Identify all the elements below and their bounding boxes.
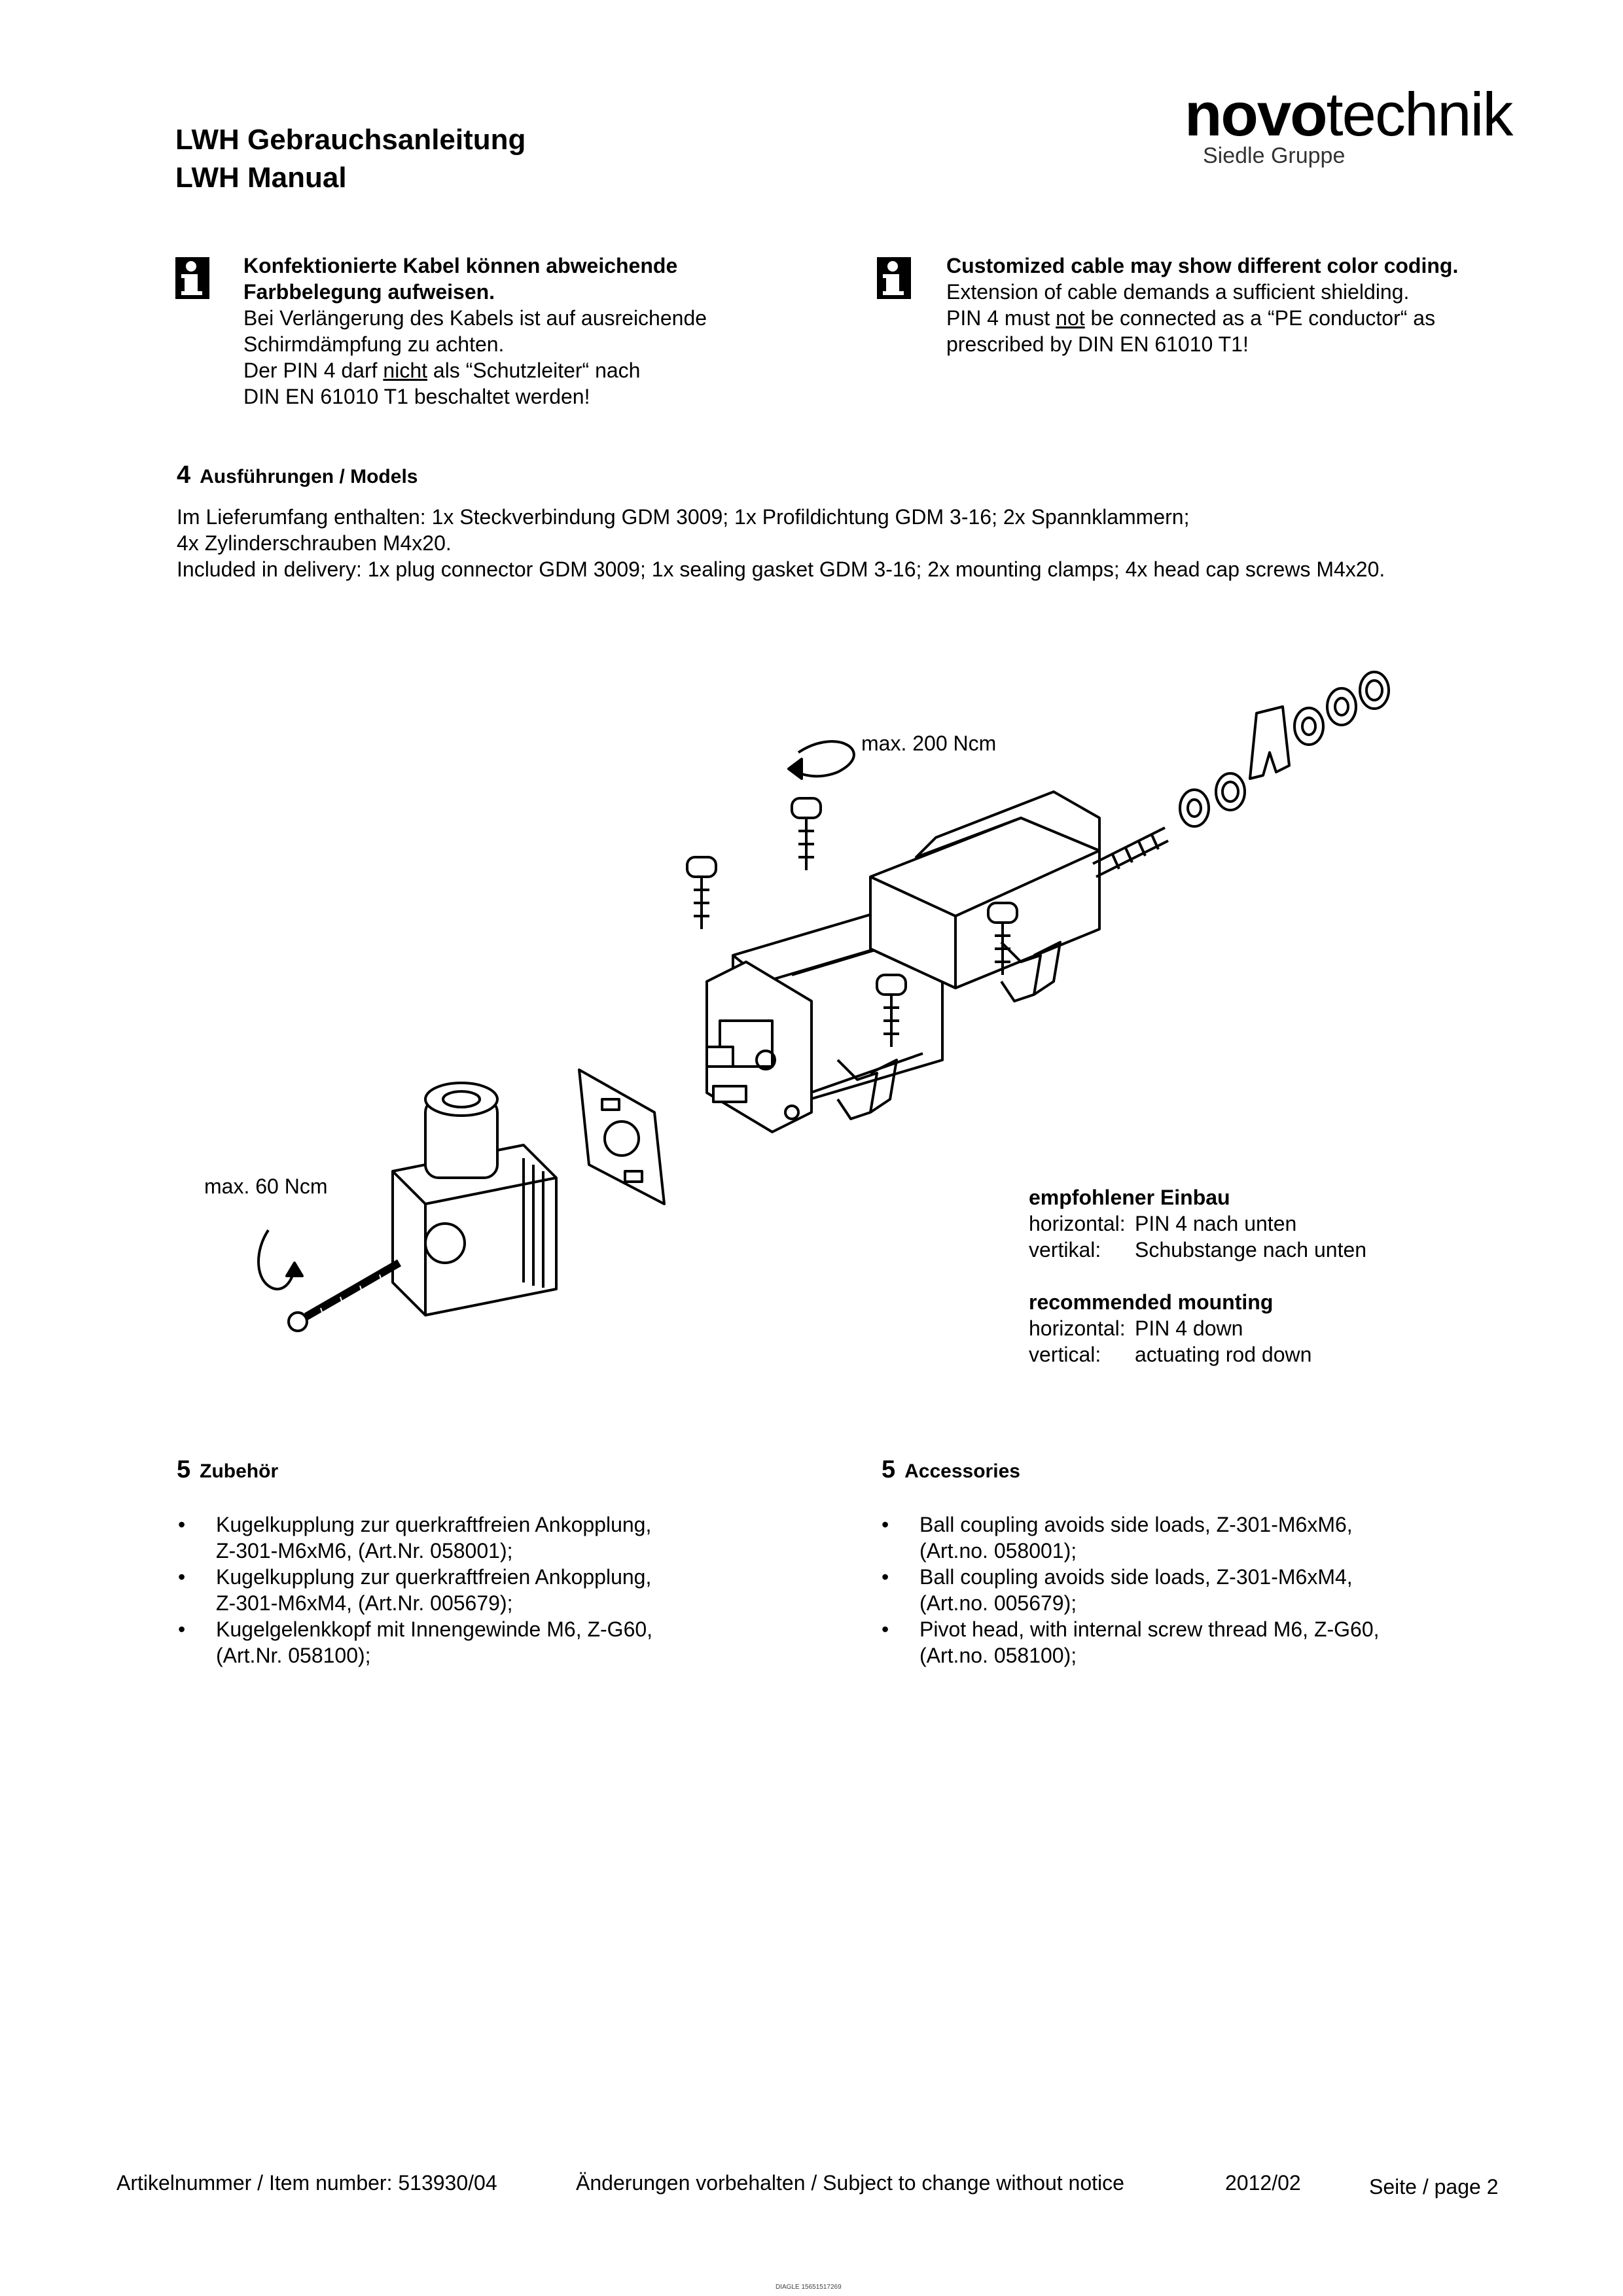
nuts-and-washers (1180, 672, 1389, 826)
connector-screw (289, 1263, 399, 1331)
plug-connector (393, 1083, 556, 1315)
page-title (175, 121, 526, 197)
torque-arrow-top (789, 741, 854, 779)
section-5-heading-de: 5 Zubehör (177, 1456, 279, 1483)
title-en: LWH Manual (175, 162, 347, 194)
accessories-list-en (882, 1511, 1536, 1669)
list-item: • Ball coupling avoids side loads, Z-301-M6xM6, (Art.no. 058001); (882, 1511, 1536, 1564)
info-icon (877, 257, 911, 299)
torque-label-top: max. 200 Ncm (861, 732, 997, 755)
list-item: • Kugelkupplung zur querkraftfreien Ankopplung, Z-301-M6xM4, (Art.Nr. 005679); (178, 1564, 767, 1616)
section-4-heading: 4 Ausführungen / Models (177, 461, 418, 489)
list-item: • Ball coupling avoids side loads, Z-301-M6xM4, (Art.no. 005679); (882, 1564, 1536, 1616)
list-item: • Kugelgelenkkopf mit Innengewinde M6, Z-G60, (Art.Nr. 058100); (178, 1616, 767, 1669)
list-item: • Kugelkupplung zur querkraftfreien Ankopplung, Z-301-M6xM6, (Art.Nr. 058001); (178, 1511, 767, 1564)
cable-note-de: Konfektionierte Kabel können abweichende Farbbelegung aufweisen. Bei Verlängerung des Kabels ist auf ausreichende Schirmdämpfung zu achten. Der PIN 4 darf nicht als “Schutzleiter“ nach DIN EN 61010 T1 beschaltet werden! (243, 254, 707, 408)
title-de: LWH Gebrauchsanleitung (175, 124, 526, 156)
mounting-recommendation: empfohlener Einbau horizontal: PIN 4 nach unten vertikal: Schubstange nach unten recommended mounting horizontal: PIN 4 down vertical: actuating rod down (1029, 1186, 1367, 1366)
info-icon (175, 257, 209, 299)
footer-notice: Änderungen vorbehalten / Subject to change without notice (576, 2171, 1124, 2195)
footer-date: 2012/02 (1225, 2171, 1301, 2195)
sealing-gasket (579, 1070, 664, 1204)
torque-label-left: max. 60 Ncm (204, 1174, 328, 1198)
section-5-heading-en: 5 Accessories (882, 1456, 1020, 1483)
accessories-list-de (178, 1511, 767, 1669)
cable-note-en: Customized cable may show different color coding. Extension of cable demands a sufficient shielding. PIN 4 must not be connected as a “PE conductor“ as prescribed by DIN EN 61010 T1! (946, 254, 1459, 356)
actuating-rod (1093, 828, 1168, 877)
list-item: • Pivot head, with internal screw thread M6, Z-G60, (Art.no. 058100); (882, 1616, 1536, 1669)
footer-item-number: Artikelnummer / Item number: 513930/04 (116, 2171, 497, 2195)
footer-code: DIAGLE 15651517269 (776, 2284, 842, 2291)
section-4-text: Im Lieferumfang enthalten: 1x Steckverbindung GDM 3009; 1x Profildichtung GDM 3-16; 2x Spannklammern; 4x Zylinderschrauben M4x20. Included in delivery: 1x plug connector GDM 3009; 1x sealing gasket GDM 3-16; 2x mounting clamps; 4x head cap screws M4x20. (177, 505, 1385, 581)
sensor-housing-rear (870, 792, 1099, 988)
logo-subtitle: Siedle Gruppe (1203, 143, 1346, 168)
torque-arrow-left (259, 1230, 302, 1289)
footer-page: Seite / page 2 (1369, 2175, 1499, 2199)
novotechnik-logo: novotechnik Siedle Gruppe (1185, 82, 1548, 193)
